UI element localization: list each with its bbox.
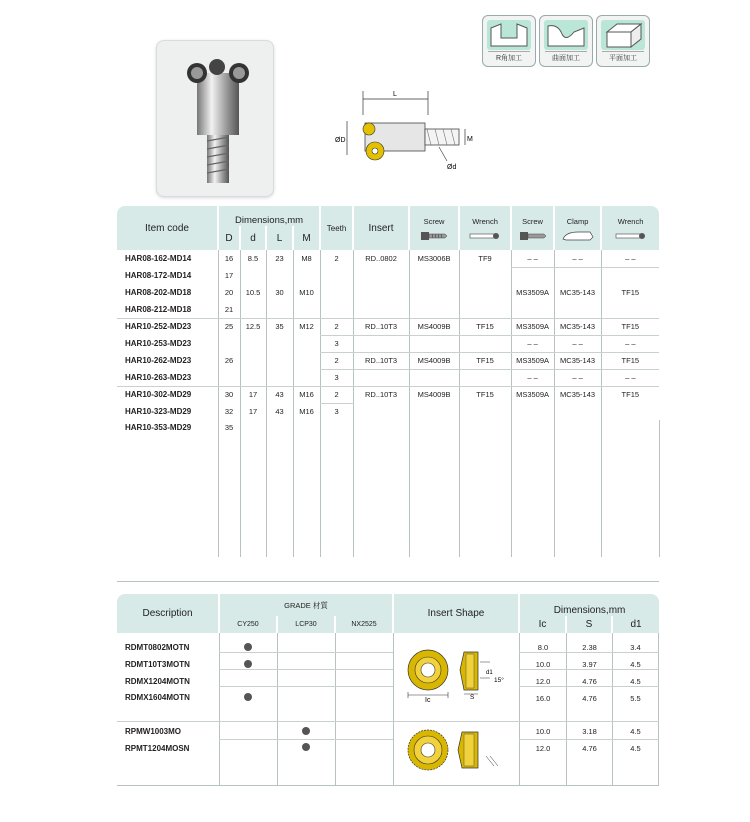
wrench-2: TF15 bbox=[601, 352, 659, 369]
screw-2: – – bbox=[511, 250, 554, 267]
insert-description: RPMT1204MOSN bbox=[125, 744, 190, 753]
wrench bbox=[459, 403, 511, 420]
label-d-outer: ØD bbox=[335, 137, 346, 144]
round-insert-icon bbox=[408, 650, 448, 704]
item-code: HAR10-252-MD23 bbox=[125, 322, 192, 332]
insert-ic: 12.0 bbox=[535, 744, 551, 753]
clamp: MC35-143 bbox=[554, 318, 601, 335]
screw bbox=[409, 420, 459, 557]
dim-l bbox=[266, 420, 293, 557]
clamp: – – bbox=[554, 335, 601, 352]
insert-s: 4.76 bbox=[582, 677, 597, 686]
teeth bbox=[320, 284, 353, 301]
wrench-2 bbox=[601, 420, 659, 557]
screw-2: MS3509A bbox=[511, 318, 554, 335]
table-row bbox=[117, 250, 659, 267]
table-row bbox=[117, 420, 659, 557]
dim-d: 26 bbox=[218, 352, 240, 369]
clamp: MC35-143 bbox=[554, 284, 601, 301]
header-screw-2: Screw bbox=[511, 206, 554, 226]
label-s: S bbox=[470, 694, 475, 701]
header-wrench-2: Wrench bbox=[601, 206, 659, 226]
dim-small-d: 8.5 bbox=[240, 250, 266, 267]
block-shape-icon bbox=[601, 20, 645, 50]
insert-d1: 3.4 bbox=[630, 643, 641, 652]
clamp: – – bbox=[554, 250, 601, 267]
dim-d: 35 bbox=[218, 420, 240, 557]
r-corner-label: R角加工 bbox=[488, 51, 530, 63]
dim-d: 30 bbox=[218, 386, 240, 403]
dim-m bbox=[293, 420, 320, 557]
tool-dimension-drawing bbox=[335, 85, 480, 175]
dim-l bbox=[266, 335, 293, 352]
dim-l: 23 bbox=[266, 250, 293, 267]
dim-l bbox=[266, 352, 293, 369]
curved-shape-icon bbox=[544, 20, 588, 50]
dim-small-d: 10.5 bbox=[240, 284, 266, 301]
serrated-round-insert-icon bbox=[408, 730, 448, 770]
dim-m: M16 bbox=[293, 403, 320, 420]
dim-small-d: 17 bbox=[240, 403, 266, 420]
dim-small-d bbox=[240, 267, 266, 284]
face-machining-label: 平面加工 bbox=[602, 51, 644, 63]
table-row bbox=[117, 386, 659, 403]
teeth bbox=[320, 420, 353, 557]
table-row bbox=[117, 284, 659, 301]
wrench-2 bbox=[601, 267, 659, 284]
dim-small-d bbox=[240, 369, 266, 386]
insert: RD..0802 bbox=[353, 250, 409, 267]
header-insert: Insert bbox=[353, 206, 409, 250]
dim-small-d bbox=[240, 301, 266, 318]
dim-d: 17 bbox=[218, 267, 240, 284]
dim-small-d bbox=[240, 335, 266, 352]
insert bbox=[353, 301, 409, 318]
screw-icon-2 bbox=[511, 226, 554, 250]
dim-l: 43 bbox=[266, 386, 293, 403]
item-code: HAR08-162-MD14 bbox=[125, 254, 192, 263]
curved-surface-label: 曲面加工 bbox=[545, 51, 587, 63]
wrench-2: – – bbox=[601, 250, 659, 267]
dim-m: M12 bbox=[293, 318, 320, 335]
header-dim-l: L bbox=[266, 226, 293, 250]
dim-d bbox=[218, 369, 240, 386]
dim-l: 35 bbox=[266, 318, 293, 335]
curved-surface-machining-icon bbox=[539, 15, 593, 67]
wrench bbox=[459, 420, 511, 557]
dim-d: 20 bbox=[218, 284, 240, 301]
header-dim-d: D bbox=[218, 226, 240, 250]
screw: MS4009B bbox=[409, 318, 459, 335]
header-screw: Screw bbox=[409, 206, 459, 226]
insert-description: RDMX1204MOTN bbox=[125, 677, 190, 686]
screw-icon bbox=[409, 226, 459, 250]
insert-description: RDMT10T3MOTN bbox=[125, 660, 190, 669]
teeth: 2 bbox=[320, 318, 353, 335]
header-item-code: Item code bbox=[117, 206, 218, 250]
tool-specification-table bbox=[117, 206, 660, 557]
wrench-icon bbox=[459, 226, 511, 250]
screw bbox=[409, 284, 459, 301]
dim-l bbox=[266, 301, 293, 318]
teeth: 2 bbox=[320, 352, 353, 369]
r-corner-shape-icon bbox=[487, 20, 531, 50]
dim-l bbox=[266, 267, 293, 284]
label-angle: 15° bbox=[494, 677, 504, 684]
screw bbox=[409, 369, 459, 386]
insert: RD..10T3 bbox=[353, 352, 409, 369]
wrench bbox=[459, 267, 511, 284]
header-d1: d1 bbox=[612, 616, 659, 633]
screw-2 bbox=[511, 403, 554, 420]
table-bottom-line bbox=[117, 581, 659, 582]
header-s: S bbox=[566, 616, 612, 633]
item-code: HAR10-262-MD23 bbox=[125, 356, 192, 365]
teeth: 2 bbox=[320, 386, 353, 403]
dim-l: 43 bbox=[266, 403, 293, 420]
dim-m: M8 bbox=[293, 250, 320, 267]
item-code: HAR08-172-MD14 bbox=[125, 271, 192, 280]
dim-l bbox=[266, 369, 293, 386]
header-wrench: Wrench bbox=[459, 206, 511, 226]
wrench-2: TF15 bbox=[601, 386, 659, 403]
item-code: HAR10-302-MD29 bbox=[125, 390, 192, 400]
table-row bbox=[117, 369, 659, 386]
teeth: 3 bbox=[320, 369, 353, 386]
grade-cy250-marker bbox=[244, 693, 252, 701]
screw-2: – – bbox=[511, 335, 554, 352]
insert-d1: 4.5 bbox=[630, 677, 641, 686]
insert-s: 3.97 bbox=[582, 660, 597, 669]
insert-d1: 4.5 bbox=[630, 727, 641, 736]
teeth: 2 bbox=[320, 250, 353, 267]
wrench: TF15 bbox=[459, 386, 511, 403]
dim-l: 30 bbox=[266, 284, 293, 301]
header-dim-small-d: d bbox=[240, 226, 266, 250]
screw-2: MS3509A bbox=[511, 386, 554, 403]
dim-m bbox=[293, 369, 320, 386]
wrench-2 bbox=[601, 301, 659, 318]
insert-d1: 5.5 bbox=[630, 694, 641, 703]
insert bbox=[353, 420, 409, 557]
dim-d: 21 bbox=[218, 301, 240, 318]
dim-m bbox=[293, 352, 320, 369]
dim-small-d bbox=[240, 352, 266, 369]
label-m: M bbox=[467, 136, 473, 143]
insert-ic: 12.0 bbox=[535, 677, 551, 686]
dim-d bbox=[218, 335, 240, 352]
insert bbox=[353, 284, 409, 301]
item-code: HAR10-253-MD23 bbox=[125, 339, 192, 348]
dim-m bbox=[293, 335, 320, 352]
face-machining-icon bbox=[596, 15, 650, 67]
dim-m: M10 bbox=[293, 284, 320, 301]
screw: MS3006B bbox=[409, 250, 459, 267]
screw bbox=[409, 403, 459, 420]
insert-ic: 10.0 bbox=[535, 727, 551, 736]
table-row bbox=[117, 352, 659, 369]
header-grade-lcp30: LCP30 bbox=[277, 616, 335, 633]
teeth: 3 bbox=[320, 403, 353, 420]
screw-2: MS3509A bbox=[511, 284, 554, 301]
dim-small-d: 17 bbox=[240, 386, 266, 403]
header-clamp: Clamp bbox=[554, 206, 601, 226]
label-d-inner: Ød bbox=[447, 164, 457, 171]
insert bbox=[353, 267, 409, 284]
header-ic: Ic bbox=[519, 616, 566, 633]
dim-d: 25 bbox=[218, 318, 240, 335]
insert-s: 3.18 bbox=[582, 727, 597, 736]
table-row bbox=[117, 335, 659, 352]
screw-2 bbox=[511, 267, 554, 284]
screw-2 bbox=[511, 420, 554, 557]
wrench-2 bbox=[601, 403, 659, 420]
end-mill-photo-icon bbox=[157, 41, 273, 196]
screw bbox=[409, 335, 459, 352]
screw-2: – – bbox=[511, 369, 554, 386]
insert: RD..10T3 bbox=[353, 386, 409, 403]
insert: RD..10T3 bbox=[353, 318, 409, 335]
header-grade: GRADE 材質 bbox=[219, 594, 393, 616]
screw bbox=[409, 267, 459, 284]
insert-ic: 8.0 bbox=[537, 643, 549, 652]
insert-description: RDMX1604MOTN bbox=[125, 693, 190, 702]
dim-small-d: 12.5 bbox=[240, 318, 266, 335]
insert-d1: 4.5 bbox=[630, 660, 641, 669]
item-code: HAR10-353-MD29 bbox=[125, 423, 192, 432]
label-ic: Ic bbox=[425, 697, 431, 704]
clamp bbox=[554, 403, 601, 420]
table-row bbox=[117, 318, 659, 335]
wrench bbox=[459, 335, 511, 352]
screw: MS4009B bbox=[409, 352, 459, 369]
header-grade-cy250: CY250 bbox=[219, 616, 277, 633]
clamp bbox=[554, 267, 601, 284]
grade-lcp30-marker bbox=[302, 743, 310, 751]
dim-m bbox=[293, 267, 320, 284]
grade-lcp30-marker bbox=[302, 727, 310, 735]
clamp: MC35-143 bbox=[554, 352, 601, 369]
wrench-icon-2 bbox=[601, 226, 659, 250]
item-code: HAR08-212-MD18 bbox=[117, 301, 218, 318]
screw-2: MS3509A bbox=[511, 352, 554, 369]
header-description: Description bbox=[117, 594, 219, 633]
item-code: HAR08-202-MD18 bbox=[125, 288, 192, 297]
round-insert-side-icon bbox=[460, 652, 504, 701]
item-code: HAR10-263-MD23 bbox=[117, 369, 218, 386]
wrench: TF9 bbox=[459, 250, 511, 267]
item-code: HAR10-323-MD29 bbox=[125, 407, 192, 416]
dim-m bbox=[293, 301, 320, 318]
dim-small-d bbox=[240, 420, 266, 557]
wrench-2: – – bbox=[601, 335, 659, 352]
wrench: TF15 bbox=[459, 352, 511, 369]
dim-m: M16 bbox=[293, 386, 320, 403]
header-dimensions: Dimensions,mm bbox=[218, 206, 320, 226]
insert-description: RPMW1003MO bbox=[125, 727, 182, 736]
insert bbox=[353, 335, 409, 352]
insert-ic: 16.0 bbox=[535, 694, 551, 703]
label-d1: d1 bbox=[486, 670, 493, 676]
insert-shape-drawings bbox=[398, 640, 520, 776]
insert-s: 4.76 bbox=[582, 694, 597, 703]
wrench bbox=[459, 369, 511, 386]
dim-d: 16 bbox=[218, 250, 240, 267]
insert-d1: 4.5 bbox=[630, 744, 641, 753]
grade-cy250-marker bbox=[244, 643, 252, 651]
header-grade-nx2525: NX2525 bbox=[335, 616, 393, 633]
teeth bbox=[320, 267, 353, 284]
wrench: TF15 bbox=[459, 318, 511, 335]
clamp: MC35-143 bbox=[554, 386, 601, 403]
header-teeth: Teeth bbox=[320, 206, 353, 250]
teeth: 3 bbox=[320, 335, 353, 352]
header-insert-shape: Insert Shape bbox=[393, 594, 519, 633]
label-l: L bbox=[393, 91, 397, 98]
insert-table-body bbox=[117, 633, 659, 786]
wrench-2: – – bbox=[601, 369, 659, 386]
insert bbox=[353, 369, 409, 386]
header-dim-m: M bbox=[293, 226, 320, 250]
wrench-2: TF15 bbox=[601, 284, 659, 301]
screw: MS4009B bbox=[409, 386, 459, 403]
wrench bbox=[459, 301, 511, 318]
table-row bbox=[117, 301, 659, 318]
clamp-icon bbox=[554, 226, 601, 250]
insert-s: 2.38 bbox=[582, 643, 597, 652]
wrench bbox=[459, 284, 511, 301]
insert-ic: 10.0 bbox=[535, 660, 551, 669]
insert-s: 4.76 bbox=[582, 744, 597, 753]
r-corner-machining-icon bbox=[482, 15, 536, 67]
table-row bbox=[117, 267, 659, 284]
table-row bbox=[117, 403, 659, 420]
wrench-2: TF15 bbox=[601, 318, 659, 335]
insert bbox=[353, 403, 409, 420]
screw bbox=[409, 301, 459, 318]
clamp bbox=[554, 301, 601, 318]
grade-cy250-marker bbox=[244, 660, 252, 668]
dim-d: 32 bbox=[218, 403, 240, 420]
insert-specification-table bbox=[117, 594, 659, 633]
insert-description: RDMT0802MOTN bbox=[125, 643, 190, 652]
teeth bbox=[320, 301, 353, 318]
clamp: – – bbox=[554, 369, 601, 386]
clamp bbox=[554, 420, 601, 557]
screw-2 bbox=[511, 301, 554, 318]
product-photo bbox=[156, 40, 274, 197]
serrated-insert-side-icon bbox=[458, 732, 498, 768]
header-insert-dimensions: Dimensions,mm bbox=[519, 594, 659, 616]
